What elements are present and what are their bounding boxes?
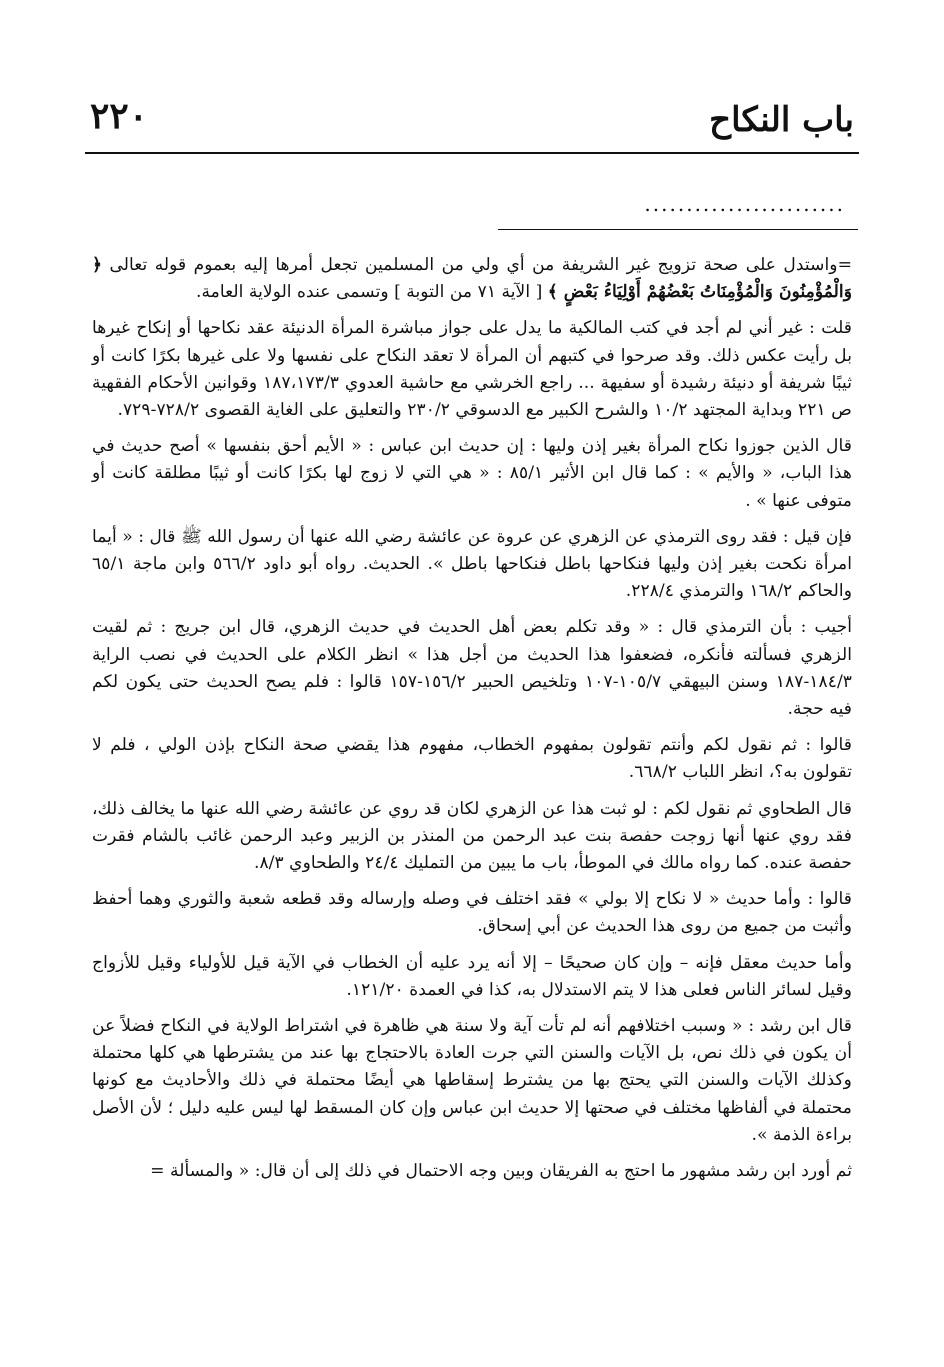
paragraph-qultu: قلت : غير أني لم أجد في كتب المالكية ما يدل على جواز مباشرة المرأة الدنيئة عقد نكاحها أو إنكاح غيرها بل رأيت عكس ذلك. وقد صرحوا في كتبهم أن المرأة لا تعقد النكاح على نفسها ولا على غيرها بكرًا كانت أو ثيبًا شريفة أو دنيئة رشيدة أو سفيهة ... راجع الخرشي مع حاشية العدوي ١٨٧،١٧٣/٣ وقوانين الأحكام الفقهية ص ٢٢١ وبداية المجتهد ١٠/٢ والشرح الكبير مع الدسوقي ٢٣٠/٢ والتعليق على الغاية القصوى ٧٢٨/٢-٧٢٩. xyxy=(92,318,852,421)
paragraph-qaloo-mafhoom: قالوا : ثم نقول لكم وأنتم تقولون بمفهوم الخطاب، مفهوم هذا يقضي صحة النكاح بإذن الولي ، فلم لا تقولون به؟، انظر اللباب ٦٦٨/٢. xyxy=(92,735,852,783)
paragraph-allatheena-jawwazu: قال الذين جوزوا نكاح المرأة بغير إذن وليها : إن حديث ابن عباس : « الأيم أحق بنفسها » أصح حديث في هذا الباب، « والأيم » : كما قال ابن الأثير ٨٥/١ : « هي التي لا زوج لها بكرًا كانت أو ثيبًا مطلقة كانت أو متوفى عنها » . xyxy=(92,436,852,511)
footnote-body xyxy=(92,252,852,1194)
paragraph-tahawi: قال الطحاوي ثم نقول لكم : لو ثبت هذا عن الزهري لكان قد روي عن عائشة رضي الله عنها ما يخالف ذلك، فقد روي عنها أنها زوجت حفصة بنت عبد الرحمن من المنذر بن الزبير وعبد الرحمن غائب بالشام فقرت حفصة عنده. كما رواه مالك في الموطأ، باب ما يبين من التمليك ٢٤/٤ والطحاوي ٨/٣. xyxy=(92,798,852,874)
paragraph-istidlal xyxy=(92,252,852,306)
paragraph-fa-in-qeela: فإن قيل : فقد روى الترمذي عن الزهري عن عروة عن عائشة رضي الله عنها أن رسول الله ﷺ قال : « أيما امرأة نكحت بغير إذن وليها فنكاحها باطل فنكاحها باطل ». الحديث. رواه أبو داود ٥٦٦/٢ وابن ماجة ٦٥/١ والحاكم ١٦٨/٢ والترمذي ٢٢٨/٤. xyxy=(92,526,852,602)
footnote-rule xyxy=(498,229,858,230)
quran-verse: ﴿ وَالْمُؤْمِنُونَ وَالْمُؤْمِنَاتُ بَعْضُهُمْ أَوْلِيَاءُ بَعْضٍ ﴾ xyxy=(92,255,852,303)
page-number: ٢٢٠ xyxy=(90,95,149,137)
paragraph-maqil: وأما حديث معقل فإنه – وإن كان صحيحًا – إلا أنه يرد عليه أن الخطاب في الآية قيل للأولياء وقيل للأزواج وقيل لسائر الناس فعلى هذا لا يتم الاستدلال به، كذا في العمدة ١٢١/٢٠. xyxy=(92,952,852,1000)
paragraph-text: [ الآية ٧١ من التوبة ] وتسمى عنده الولاية العامة. xyxy=(196,282,543,303)
page-header xyxy=(90,92,854,152)
paragraph-la-nikah: قالوا : وأما حديث « لا نكاح إلا بولي » فقد اختلف في وصله وإرساله وقد قطعه شعبة والثوري وهما أحفظ وأثبت من جميع من روى هذا الحديث عن أبي إسحاق. xyxy=(92,889,852,937)
paragraph-ibn-rushd: قال ابن رشد : « وسبب اختلافهم أنه لم تأت آية ولا سنة هي ظاهرة في اشتراط الولاية في النكاح فضلاً عن أن يكون في ذلك نص، بل الآيات والسنن التي جرت العادة بالاحتجاج بها عند من يشترطها هي كلها محتملة وكذلك الآيات والسنن التي يحتج بها من يشترط إسقاطها هي أيضًا محتملة في ذلك والأحاديث مع كونها محتملة في ألفاظها مختلف في صحتها إلا حديث ابن عباس وإن كان المسقط لها ليس عليه دليل ؛ لأن الأصل براءة الذمة ». xyxy=(92,1016,852,1145)
dotted-separator: ........................ xyxy=(644,192,845,216)
paragraph-thumma-awrada: ثم أورد ابن رشد مشهور ما احتج به الفريقان وبين وجه الاحتمال في ذلك إلى أن قال: « والمسألة = xyxy=(150,1161,852,1182)
paragraph-text: =واستدل على صحة تزويج غير الشريفة من أي ولي من المسلمين تجعل أمرها إليه بعموم قوله تعالى xyxy=(109,255,852,275)
header-rule xyxy=(85,152,859,154)
paragraph-ujeeba: أجيب : بأن الترمذي قال : « وقد تكلم بعض أهل الحديث في حديث الزهري، قال ابن جريج : ثم لقيت الزهري فسألته فأنكره، فضعفوا هذا الحديث من أجل هذا » انظر الكلام على الحديث في نصب الراية ١٨٤/٣-١٨٧ وسنن البيهقي ١٠٥/٧-١٠٧ وتلخيص الحبير ١٥٦/٢-١٥٧ قالوا : فلم يصح الحديث حتى يكون لكم فيه حجة. xyxy=(92,617,852,720)
chapter-title: باب النكاح xyxy=(709,100,854,140)
